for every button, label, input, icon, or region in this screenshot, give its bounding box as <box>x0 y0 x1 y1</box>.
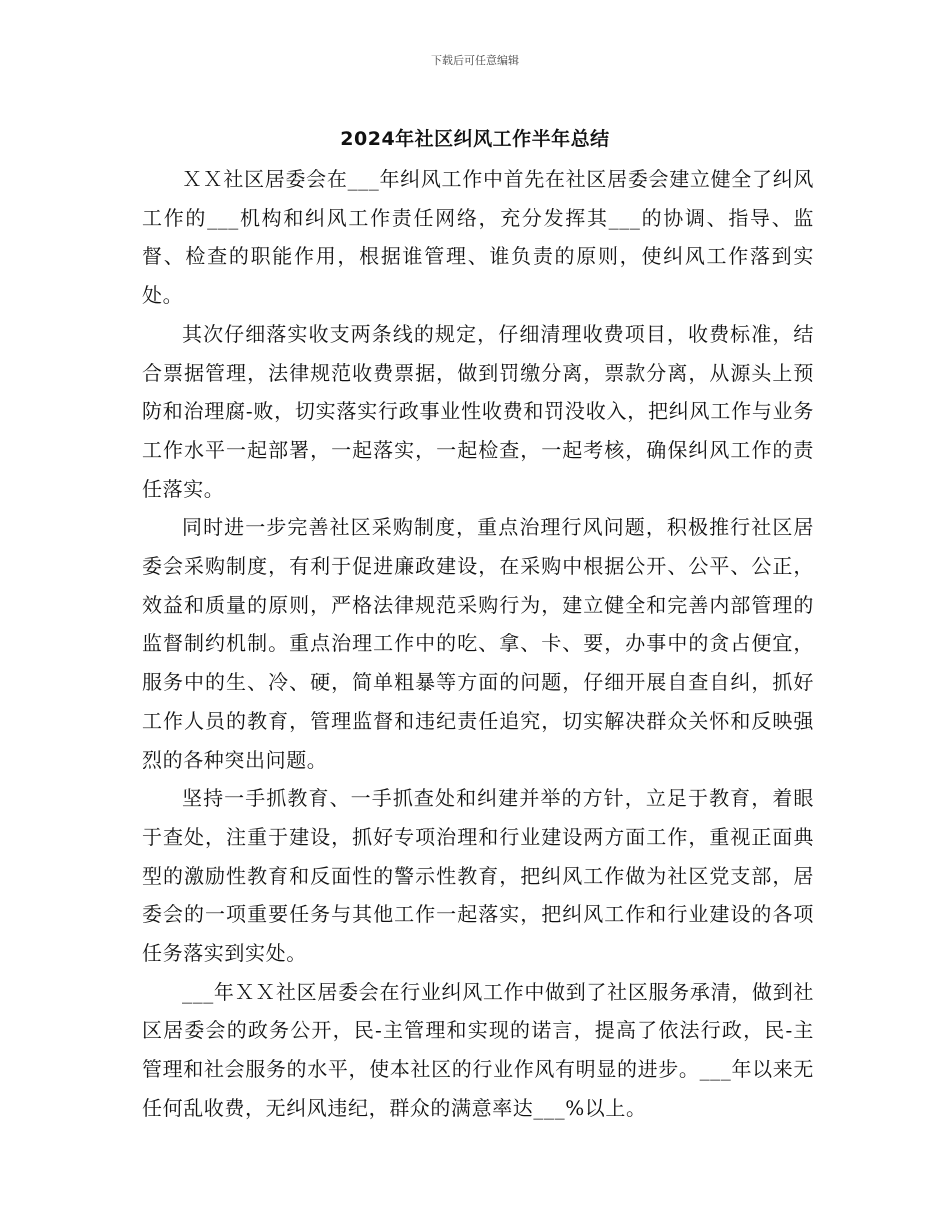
document-title: 2024年社区纠风工作半年总结 <box>340 128 610 150</box>
paragraph-2: 其次仔细落实收支两条线的规定，仔细清理收费项目，收费标准，结合票据管理，法律规范收费票据，做到罚缴分离，票款分离，从源头上预防和治理腐-败，切实落实行政事业性收费和罚没收入，把纠风工作与业务工作水平一起部署，一起落实，一起检查，一起考核，确保纠风工作的责任落实。 <box>142 321 814 501</box>
document-body <box>142 160 814 1128</box>
header-note: 下载后可任意编辑 <box>431 54 519 67</box>
paragraph-1: ＸＸ社区居委会在___年纠风工作中首先在社区居委会建立健全了纠风工作的___机构和纠风工作责任网络，充分发挥其___的协调、指导、监督、检查的职能作用，根据谁管理、谁负责的原则，使纠风工作落到实处。 <box>142 167 814 308</box>
paragraph-5: ___年ＸＸ社区居委会在行业纠风工作中做到了社区服务承清，做到社区居委会的政务公开，民-主管理和实现的诺言，提高了依法行政，民-主管理和社会服务的水平，使本社区的行业作风有明显的进步。___年以来无任何乱收费，无纠风违纪，群众的满意率达___%以上。 <box>142 979 814 1120</box>
paragraph-3: 同时进一步完善社区采购制度，重点治理行风问题，积极推行社区居委会采购制度，有利于促进廉政建设，在采购中根据公开、公平、公正，效益和质量的原则，严格法律规范采购行为，建立健全和完善内部管理的监督制约机制。重点治理工作中的吃、拿、卡、要，办事中的贪占便宜，服务中的生、冷、硬，简单粗暴等方面的问题，仔细开展自查自纠，抓好工作人员的教育，管理监督和违纪责任追究，切实解决群众关怀和反映强烈的各种突出问题。 <box>142 515 814 772</box>
paragraph-4: 坚持一手抓教育、一手抓查处和纠建并举的方针，立足于教育，着眼于查处，注重于建设，抓好专项治理和行业建设两方面工作，重视正面典型的激励性教育和反面性的警示性教育，把纠风工作做为社区党支部，居委会的一项重要任务与其他工作一起落实，把纠风工作和行业建设的各项任务落实到实处。 <box>142 786 814 966</box>
